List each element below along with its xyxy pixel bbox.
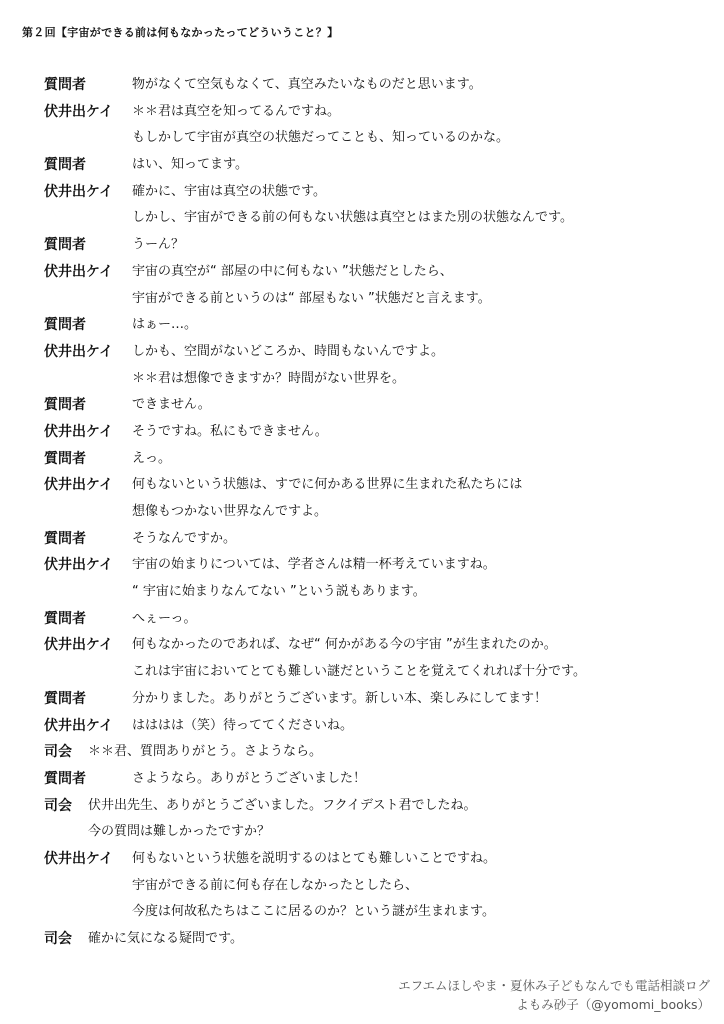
speech-line: はい、知ってます。 [132,157,248,173]
speech-line: はははは（笑）待っててくださいね。 [132,717,354,733]
speaker-label: 質問者 [44,237,86,254]
speech-line: しかも、空間がないどころか、時間もないんですよ。 [132,343,445,359]
dialogue-turn [44,392,714,419]
speech-line: ＊＊君、質問ありがとう。さようなら。 [88,744,323,760]
speaker-label: 伏井出ケイ [44,637,114,654]
footer-author: よもみ砂子（@yomomi_books） [516,997,710,1012]
speech-line: ＊＊君は想像できますか？時間がない世界を。 [132,370,406,386]
dialogue-turn [44,766,714,793]
speaker-label: 司会 [44,797,72,814]
dialogue-turn [44,632,714,685]
dialogue-turn [44,259,714,312]
speaker-label: 伏井出ケイ [44,477,114,494]
dialogue-turn [44,232,714,259]
dialogue-turn [44,606,714,633]
speaker-label: 質問者 [44,610,86,627]
speech-line: 何もないという状態を説明するのはとても難しいことですね。 [132,850,497,866]
speaker-label: 質問者 [44,450,86,467]
speech-line: へぇーっ。 [132,610,197,626]
dialogue-turn [44,926,714,953]
speech-line: 分かりました。ありがとうございます。新しい本、楽しみにしてます！ [132,690,547,706]
speaker-label: 司会 [44,744,72,761]
speaker-label: 伏井出ケイ [44,850,114,867]
dialogue-turn [44,152,714,179]
dialogue-turn [44,312,714,339]
speaker-label: 質問者 [44,317,86,334]
speech-line: これは宇宙においてとても難しい謎だということを覚えてくれれば十分です。 [132,664,586,680]
speaker-label: 質問者 [44,157,86,174]
dialogue-turn [44,72,714,99]
speaker-label: 質問者 [44,770,86,787]
dialogue-turn [44,472,714,525]
speech-line: 物がなくて空気もなくて、真空みたいなものだと思います。 [132,77,482,92]
speech-line: さようなら。ありがとうございました！ [132,770,367,786]
dialogue-turn [44,179,714,232]
page-title: 第２回【宇宙ができる前は何もなかったってどういうこと？】 [22,26,339,39]
speech-line: えっ。 [132,450,172,466]
speaker-label: 伏井出ケイ [44,263,114,280]
footer-source: エフエムほしやま・夏休み子どもなんでも電話相談ログ [398,978,710,993]
footer-credit [398,976,710,1014]
dialogue-turn [44,446,714,473]
speech-line: そうですね。私にもできません。 [132,423,328,439]
dialogue-turn [44,846,714,926]
speech-line: できません。 [132,397,211,413]
speech-line: しかし、宇宙ができる前の何もない状態は真空とはまた別の状態なんです。 [132,210,573,226]
speech-line: 伏井出先生、ありがとうございました。フクイデスト君でしたね。 [88,797,477,813]
speech-line: 何もないという状態は、すでに何かある世界に生まれた私たちには [132,477,523,493]
speech-line: 確かに、宇宙は真空の状態です。 [132,183,326,199]
dialogue-turn [44,552,714,605]
speech-line: 想像もつかない世界なんですよ。 [132,504,328,519]
speaker-label: 伏井出ケイ [44,557,114,574]
speech-line: 宇宙の真空が“ 部屋の中に何もない ”状態だとしたら、 [132,263,453,279]
speech-line: もしかして宇宙が真空の状態だってことも、知っているのかな。 [132,130,510,146]
dialogue-turn [44,339,714,392]
speaker-label: 伏井出ケイ [44,343,114,360]
speaker-label: 司会 [44,931,72,947]
dialogue-turn [44,686,714,713]
speech-line: 宇宙ができる前というのは“ 部屋もない ”状態だと言えます。 [132,290,491,306]
dialogue-turn [44,526,714,553]
speech-line: 宇宙ができる前に何も存在しなかったとしたら、 [132,877,419,893]
speaker-label: 伏井出ケイ [44,423,114,440]
speech-line: はぁー…。 [132,317,198,333]
speech-line: 何もなかったのであれば、なぜ“ 何かがある今の宇宙 ”が生まれたのか。 [132,637,557,653]
speech-line: “ 宇宙に始まりなんてない ”という説もあります。 [132,584,426,600]
dialogue-turn [44,793,714,846]
dialogue-transcript [44,72,714,953]
speaker-label: 伏井出ケイ [44,183,114,200]
speech-line: 宇宙の始まりについては、学者さんは精一杯考えていますね。 [132,557,496,573]
speaker-label: 質問者 [44,530,86,547]
dialogue-turn [44,419,714,446]
dialogue-turn [44,99,714,152]
speech-line: 今度は何故私たちはここに居るのか？という謎が生まれます。 [132,904,495,920]
dialogue-turn [44,739,714,766]
speech-line: うーん？ [132,237,185,253]
speech-line: ＊＊君は真空を知ってるんですね。 [132,103,341,119]
speaker-label: 伏井出ケイ [44,103,114,120]
speech-line: 今の質問は難しかったですか？ [88,824,271,840]
speech-line: そうなんですか。 [132,530,237,546]
speaker-label: 質問者 [44,77,86,93]
speaker-label: 質問者 [44,690,86,707]
speaker-label: 質問者 [44,397,86,414]
speech-line: 確かに気になる疑問です。 [88,931,243,946]
speaker-label: 伏井出ケイ [44,717,114,734]
dialogue-turn [44,713,714,740]
